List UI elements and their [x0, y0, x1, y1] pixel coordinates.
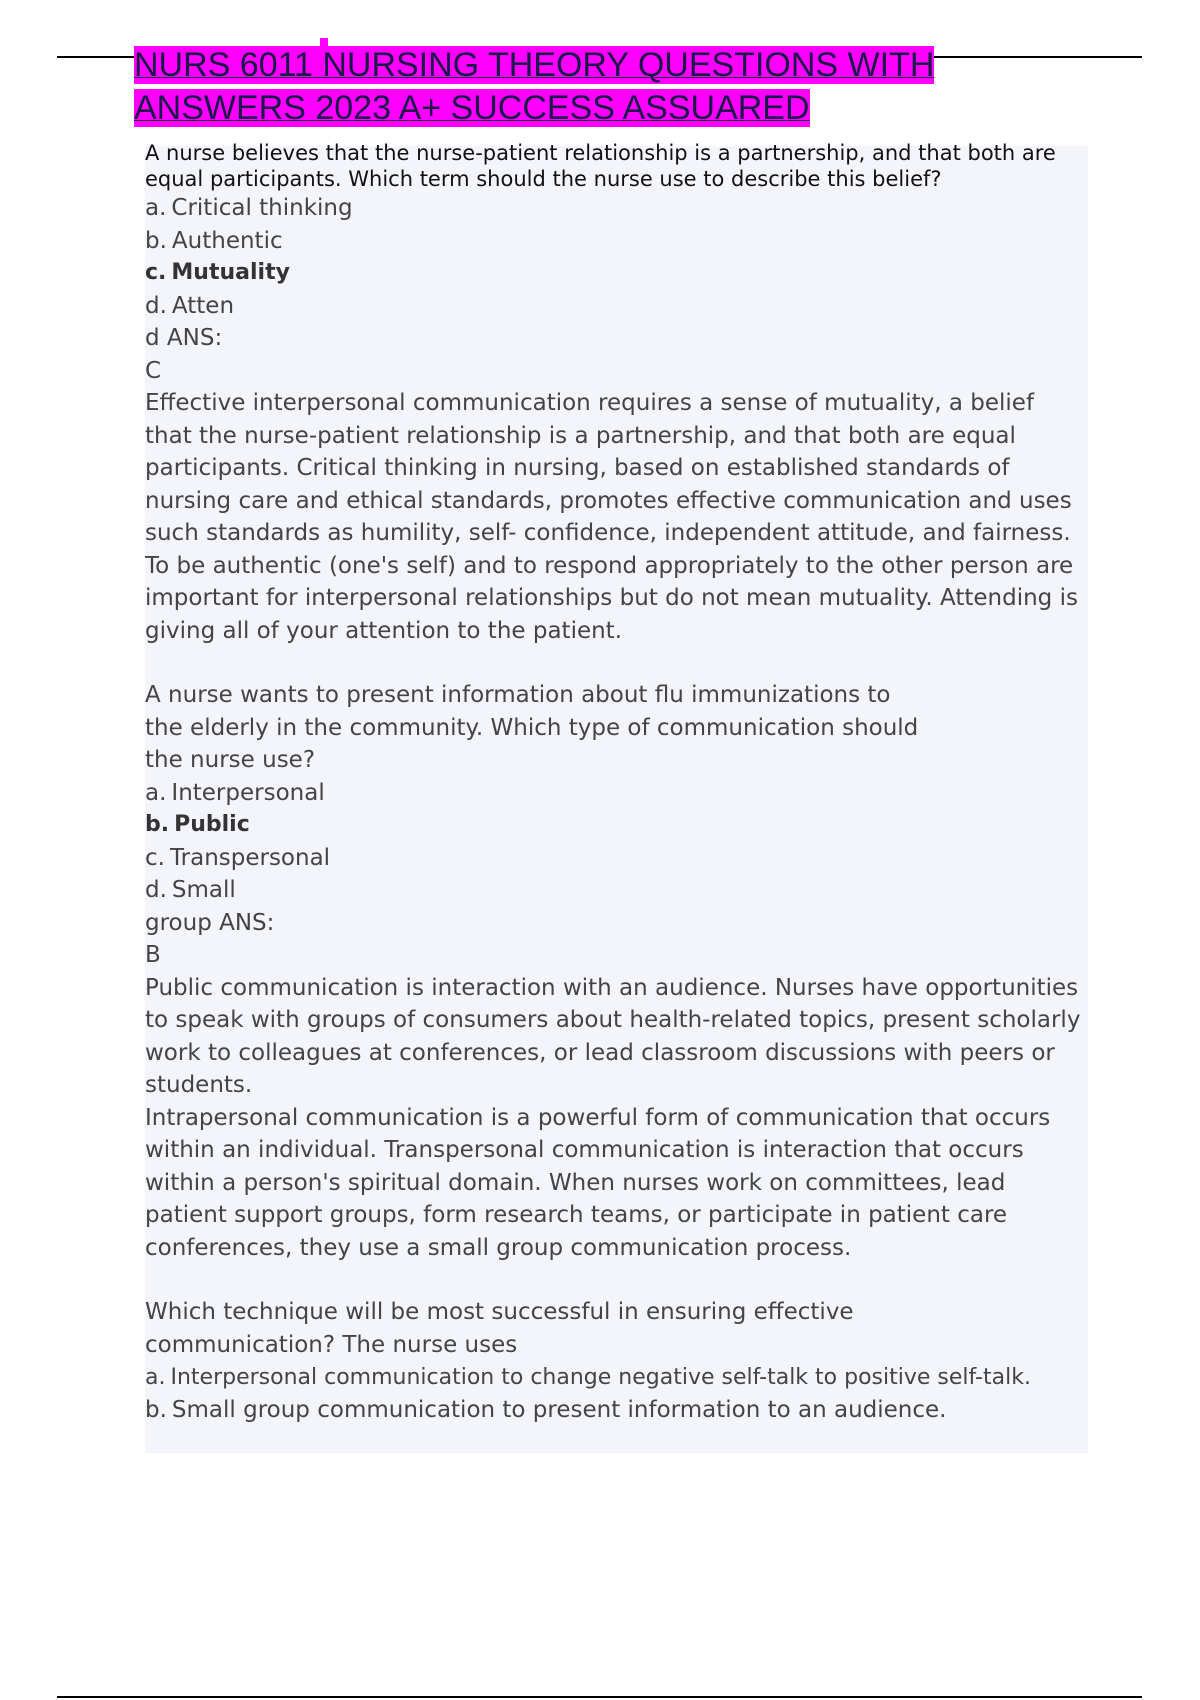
question-2-option-d: d. Small — [145, 877, 236, 903]
question-3-stem: Which technique will be most successful in ensuring effective communication? The nurse uses — [145, 1299, 854, 1358]
document-title: NURS 6011 NURSING THEORY QUESTIONS WITH ANSWERS 2023 A+ SUCCESS ASSUARED — [134, 46, 935, 127]
document-body — [145, 140, 1085, 1427]
question-2-stem: A nurse wants to present information about flu immunizations to the elderly in the community. Which type of communication should the nurse use? — [145, 682, 919, 773]
question-2-option-c: c. Transpersonal — [145, 844, 331, 871]
question-2-rationale: Public communication is interaction with an audience. Nurses have opportunities to speak with groups of consumers about health-related topics, present scholarly work to colleagues at conferences, or lead classroom discussions with peers or students. — [145, 974, 1081, 1098]
question-1-option-d: d. Atten — [145, 292, 235, 319]
question-1-option-b: b. Authentic — [145, 227, 283, 254]
question-2-ans-label: group ANS: — [145, 909, 275, 936]
question-1-ans-label: d ANS: — [145, 325, 223, 351]
question-1-answer: C — [145, 357, 162, 384]
spacer — [145, 647, 1085, 679]
question-1-rationale: Effective interpersonal communication requires a sense of mutuality, a belief that the nurse-patient relationship is a partnership, and that both are equal participants. Critical thinking in nursing, based on established standards of nursing care and ethical standards, promotes effective communication and uses such standards as humility, self- confidence, independent attitude, and fairness. To be authentic (one's self) and to respond appropriately to the other person are important for interpersonal relationships but do not mean mutuality. Attending is giving all of your attention to the patient. — [145, 390, 1078, 644]
bottom-rule — [57, 1696, 1142, 1698]
spacer — [145, 1264, 1085, 1296]
question-3-option-b: b. Small group communication to present information to an audience. — [145, 1397, 947, 1423]
question-2-answer: B — [145, 942, 161, 968]
question-1-stem: A nurse believes that the nurse-patient relationship is a partnership, and that both are equal participants. Which term should the nurse use to describe this belief? — [145, 141, 1056, 191]
question-2-rationale-continued: Intrapersonal communication is a powerful form of communication that occurs within an individual. Transpersonal communication is interaction that occurs within a person's spiritual domain. When nurses work on committees, lead patient support groups, form research teams, or participate in patient care conferences, they use a small group communication process. — [145, 1104, 1051, 1261]
question-2-option-b-correct: b. Public — [145, 812, 250, 837]
question-1-option-a: a. Critical thinking — [145, 195, 353, 221]
question-1-option-c-correct: c. Mutuality — [145, 260, 290, 285]
question-3-option-a: a. Interpersonal communication to change negative self-talk to positive self-talk. — [145, 1365, 1031, 1390]
question-2-option-a: a. Interpersonal — [145, 779, 325, 806]
